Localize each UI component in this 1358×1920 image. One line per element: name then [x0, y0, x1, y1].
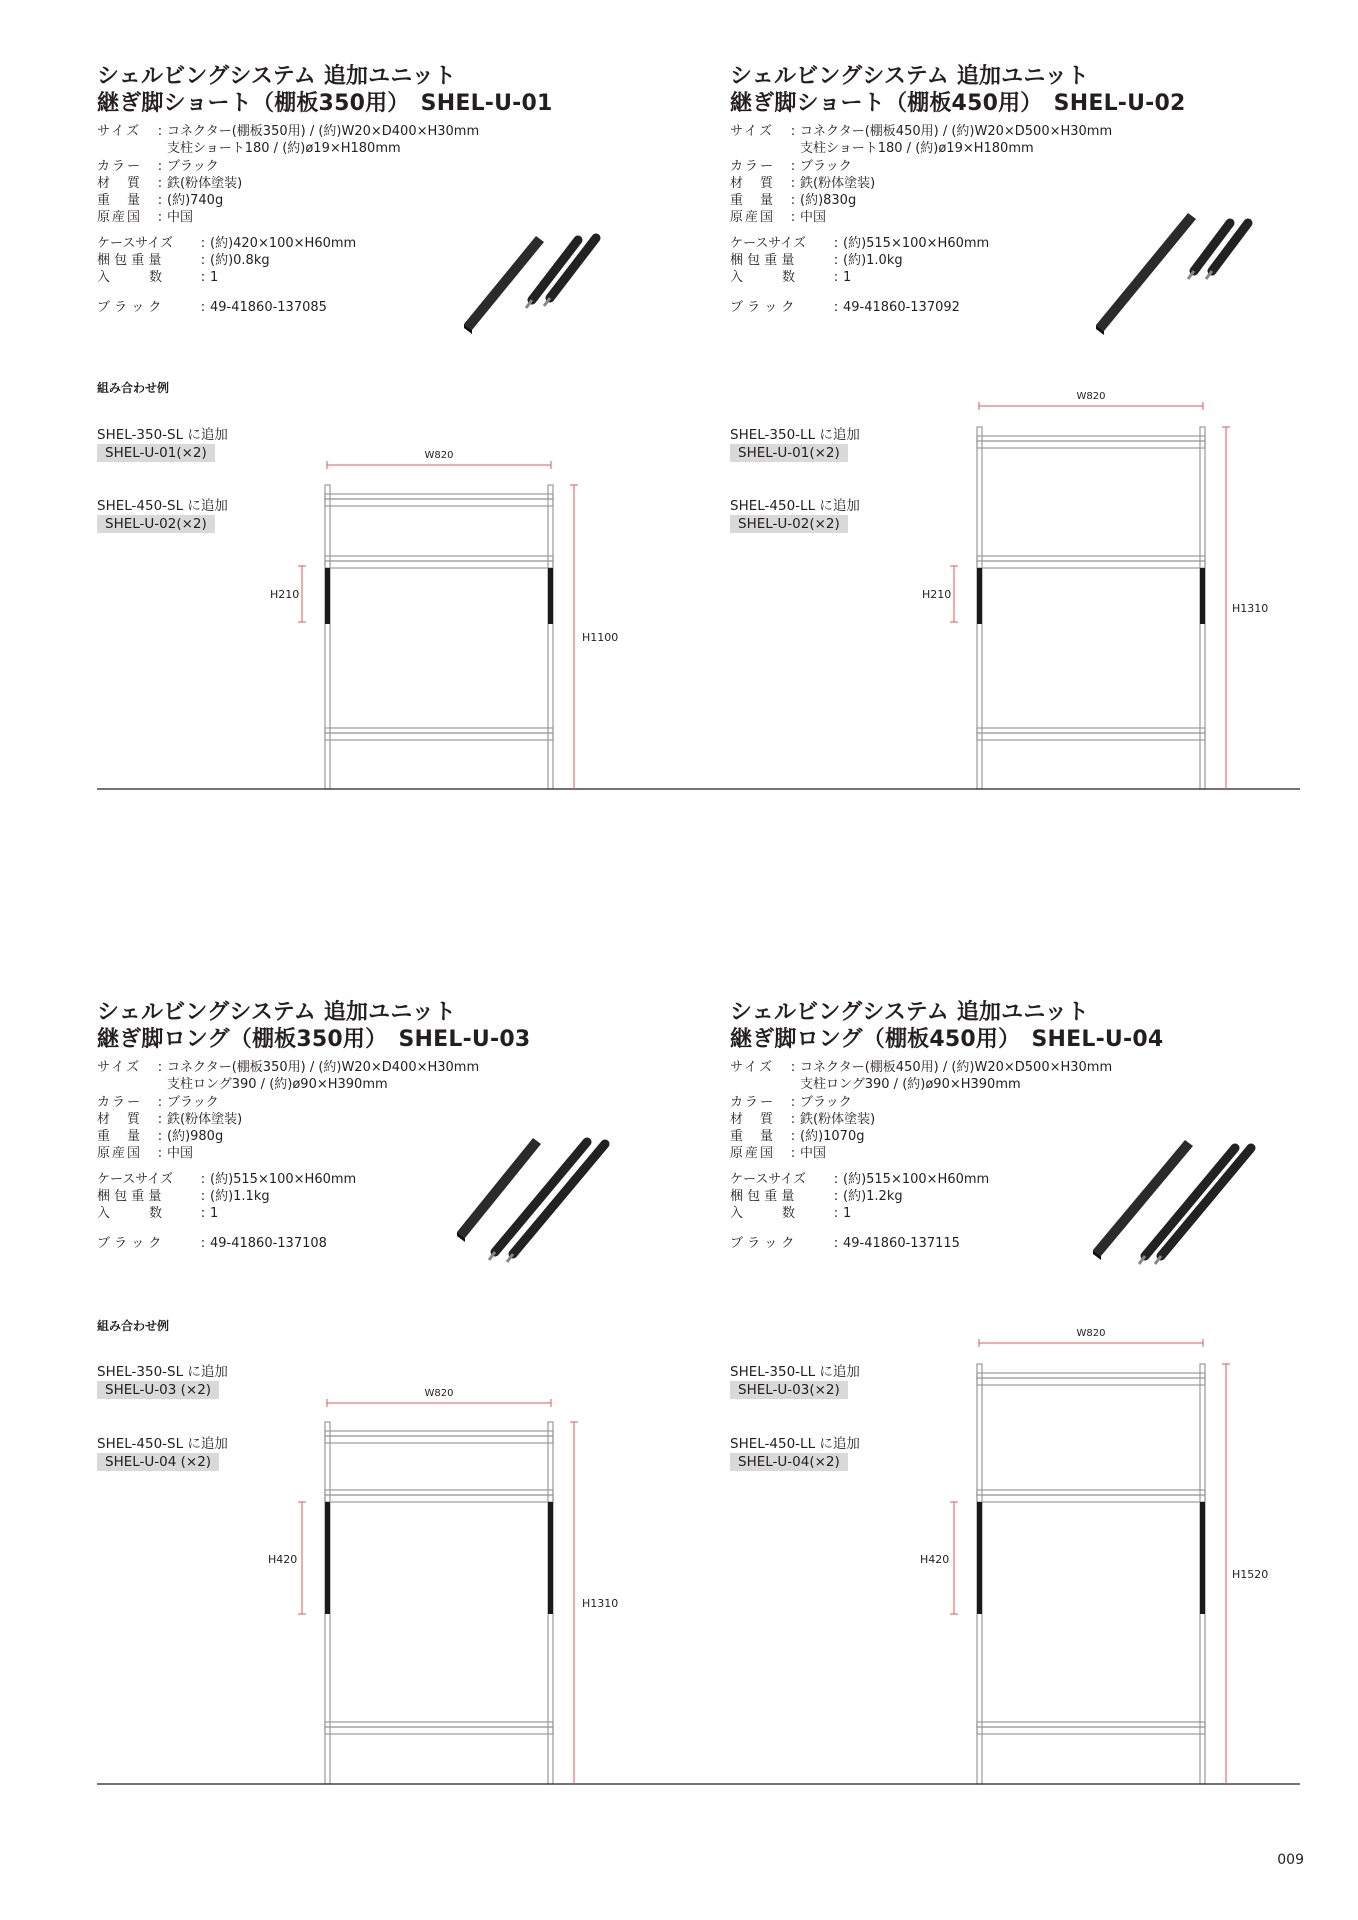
- spec-label-qty: 入 数: [730, 1206, 796, 1222]
- dim-total-height-label: H1310: [582, 1597, 619, 1610]
- spec-label-pack: 梱 包 重 量: [730, 1189, 795, 1205]
- spec-case-size: (約)515×100×H60mm: [843, 235, 990, 251]
- spec-origin: 中国: [800, 210, 827, 226]
- spec-label-qty: 入 数: [97, 270, 163, 286]
- spec-pack-weight: (約)1.0kg: [843, 253, 903, 269]
- spec-size-post: 支柱ロング390 / (約)ø90×H390mm: [800, 1077, 1021, 1093]
- combo-title: SHEL-350-LL に追加: [730, 427, 860, 443]
- spec-label-material: 材 質: [97, 1111, 143, 1127]
- spec-list: サイズ : コネクター(棚板450用) / (約)W20×D500×H30mm 支柱ロング390 / (約)ø90×H390mm カラー : ブラック 材 質 : 鉄(粉体塗装) 重 量 : (約)1070g 原産国 : 中国 ケースサイズ : (約)515×100×H60mm 梱 包 重 量 : (約)1.2kg 入 数 : 1 ブ ラ ッ ク : 49-41860-137115: [730, 1060, 1113, 1251]
- combo-title: SHEL-350-SL に追加: [97, 427, 228, 443]
- product-title-line2: 継ぎ脚ショート（棚板350用） SHEL-U-01: [97, 91, 553, 116]
- spec-qty: 1: [210, 1206, 219, 1222]
- spec-label-jan: ブ ラ ッ ク: [730, 299, 795, 315]
- spec-label-case: ケースサイズ: [97, 1171, 174, 1187]
- spec-case-size: (約)515×100×H60mm: [210, 1171, 357, 1187]
- spec-pack-weight: (約)1.1kg: [210, 1189, 270, 1205]
- spec-qty: 1: [210, 270, 219, 286]
- dim-leg-height-label: H420: [920, 1553, 950, 1566]
- combo-title: SHEL-350-SL に追加: [97, 1364, 228, 1380]
- dim-width-label: W820: [424, 450, 454, 461]
- page-number: 009: [1277, 1852, 1304, 1868]
- spec-list: サイズ : コネクター(棚板450用) / (約)W20×D500×H30mm 支柱ショート180 / (約)ø19×H180mm カラー : ブラック 材 質 : 鉄(粉体塗装) 重 量 : (約)830g 原産国 : 中国 ケースサイズ : (約)515×100×H60mm 梱 包 重 量 : (約)1.0kg 入 数 : 1 ブ ラ ッ ク : 49-41860-137092: [730, 124, 1113, 315]
- spec-label-size: サイズ: [730, 1060, 774, 1075]
- spec-color: ブラック: [800, 1094, 852, 1110]
- spec-color: ブラック: [800, 158, 852, 174]
- dim-leg-height-label: H420: [268, 1553, 298, 1566]
- spec-label-material: 材 質: [97, 175, 143, 191]
- dim-width-label: W820: [424, 1388, 454, 1399]
- spec-label-color: カラー: [730, 158, 776, 174]
- product-title-line1: シェルビングシステム 追加ユニット: [97, 1000, 457, 1025]
- combo-tag: SHEL-U-02(×2): [97, 515, 215, 533]
- spec-material: 鉄(粉体塗装): [167, 175, 243, 191]
- spec-size-connector: コネクター(棚板350用) / (約)W20×D400×H30mm: [167, 1060, 480, 1075]
- product-title-line1: シェルビングシステム 追加ユニット: [730, 1000, 1090, 1025]
- spec-material: 鉄(粉体塗装): [800, 175, 876, 191]
- spec-label-origin: 原産国: [97, 1146, 143, 1162]
- spec-label-qty: 入 数: [730, 270, 796, 286]
- spec-label-color: カラー: [730, 1094, 776, 1110]
- spec-color: ブラック: [167, 158, 219, 174]
- combo-heading: 組み合わせ例: [97, 1319, 170, 1333]
- combo-tag: SHEL-U-04(×2): [730, 1453, 848, 1471]
- combo-title: SHEL-450-LL に追加: [730, 498, 860, 514]
- spec-origin: 中国: [167, 210, 194, 226]
- combo-title: SHEL-350-LL に追加: [730, 1364, 860, 1380]
- spec-label-weight: 重 量: [97, 193, 143, 209]
- spec-case-size: (約)515×100×H60mm: [843, 1171, 990, 1187]
- spec-label-material: 材 質: [730, 175, 776, 191]
- combo-tag: SHEL-U-03(×2): [730, 1381, 848, 1399]
- spec-label-size: サイズ: [97, 124, 141, 139]
- product-title-line2: 継ぎ脚ロング（棚板450用） SHEL-U-04: [730, 1027, 1164, 1052]
- dim-width-label: W820: [1076, 1328, 1106, 1339]
- spec-material: 鉄(粉体塗装): [167, 1111, 243, 1127]
- product-title-line1: シェルビングシステム 追加ユニット: [730, 64, 1090, 89]
- spec-weight: (約)740g: [167, 193, 224, 209]
- spec-label-origin: 原産国: [97, 210, 143, 226]
- spec-size-connector: コネクター(棚板350用) / (約)W20×D400×H30mm: [167, 124, 480, 139]
- spec-label-pack: 梱 包 重 量: [730, 253, 795, 269]
- spec-label-color: カラー: [97, 1094, 143, 1110]
- spec-weight: (約)980g: [167, 1129, 224, 1145]
- added-leg-segments: [325, 568, 1205, 1614]
- spec-label-material: 材 質: [730, 1111, 776, 1127]
- spec-size-connector: コネクター(棚板450用) / (約)W20×D500×H30mm: [800, 124, 1113, 139]
- dim-leg-height-label: H210: [922, 588, 952, 601]
- spec-weight: (約)1070g: [800, 1129, 865, 1145]
- shelf-diagram-4: [977, 1364, 1205, 1784]
- dim-total-height-label: H1100: [582, 631, 619, 644]
- shelf-diagram-1: [325, 485, 553, 789]
- spec-label-jan: ブ ラ ッ ク: [97, 1235, 162, 1251]
- spec-label-jan: ブ ラ ッ ク: [97, 299, 162, 315]
- product-title-line1: シェルビングシステム 追加ユニット: [97, 64, 457, 89]
- dim-leg-height-label: H210: [270, 588, 300, 601]
- spec-size-connector: コネクター(棚板450用) / (約)W20×D500×H30mm: [800, 1060, 1113, 1075]
- spec-color: ブラック: [167, 1094, 219, 1110]
- spec-origin: 中国: [800, 1146, 827, 1162]
- combo-tag: SHEL-U-04 (×2): [97, 1453, 219, 1471]
- spec-size-post: 支柱ショート180 / (約)ø19×H180mm: [800, 141, 1034, 157]
- spec-size-post: 支柱ロング390 / (約)ø90×H390mm: [167, 1077, 388, 1093]
- spec-pack-weight: (約)0.8kg: [210, 253, 270, 269]
- combo-tag: SHEL-U-01(×2): [730, 444, 848, 462]
- spec-origin: 中国: [167, 1146, 194, 1162]
- spec-material: 鉄(粉体塗装): [800, 1111, 876, 1127]
- spec-label-case: ケースサイズ: [730, 1171, 807, 1187]
- product-title-line2: 継ぎ脚ロング（棚板350用） SHEL-U-03: [97, 1027, 531, 1052]
- combo-tag: SHEL-U-01(×2): [97, 444, 215, 462]
- spec-jan: 49-41860-137108: [210, 1235, 327, 1251]
- spec-qty: 1: [843, 1206, 852, 1222]
- spec-label-size: サイズ: [97, 1060, 141, 1075]
- shelf-diagram-2: [977, 427, 1205, 789]
- spec-label-color: カラー: [97, 158, 143, 174]
- spec-case-size: (約)420×100×H60mm: [210, 235, 357, 251]
- spec-label-weight: 重 量: [730, 1129, 776, 1145]
- floor-lines: [97, 789, 1300, 1784]
- spec-label-pack: 梱 包 重 量: [97, 253, 162, 269]
- spec-label-pack: 梱 包 重 量: [97, 1189, 162, 1205]
- dim-total-height-label: H1310: [1232, 602, 1269, 615]
- combo-tag: SHEL-U-02(×2): [730, 515, 848, 533]
- combo-tag: SHEL-U-03 (×2): [97, 1381, 219, 1399]
- dim-total-height-label: H1520: [1232, 1568, 1269, 1581]
- spec-label-weight: 重 量: [730, 193, 776, 209]
- spec-jan: 49-41860-137085: [210, 299, 327, 315]
- spec-jan: 49-41860-137115: [843, 1235, 960, 1251]
- combo-heading: 組み合わせ例: [97, 381, 170, 395]
- combo-title: SHEL-450-LL に追加: [730, 1436, 860, 1452]
- dim-width-label: W820: [1076, 391, 1106, 402]
- spec-label-case: ケースサイズ: [97, 235, 174, 251]
- spec-list: サイズ : コネクター(棚板350用) / (約)W20×D400×H30mm 支柱ショート180 / (約)ø19×H180mm カラー : ブラック 材 質 : 鉄(粉体塗装) 重 量 : (約)740g 原産国 : 中国 ケースサイズ : (約)420×100×H60mm 梱 包 重 量 : (約)0.8kg 入 数 : 1 ブ ラ ッ ク : 49-41860-137085: [97, 124, 480, 315]
- spec-label-qty: 入 数: [97, 1206, 163, 1222]
- combo-title: SHEL-450-SL に追加: [97, 498, 228, 514]
- combo-title: SHEL-450-SL に追加: [97, 1436, 228, 1452]
- spec-size-post: 支柱ショート180 / (約)ø19×H180mm: [167, 141, 401, 157]
- spec-jan: 49-41860-137092: [843, 299, 960, 315]
- spec-label-case: ケースサイズ: [730, 235, 807, 251]
- spec-qty: 1: [843, 270, 852, 286]
- shelf-diagram-3: [325, 1422, 553, 1784]
- product-title-line2: 継ぎ脚ショート（棚板450用） SHEL-U-02: [730, 91, 1186, 116]
- spec-label-size: サイズ: [730, 124, 774, 139]
- spec-pack-weight: (約)1.2kg: [843, 1189, 903, 1205]
- spec-label-weight: 重 量: [97, 1129, 143, 1145]
- spec-label-origin: 原産国: [730, 210, 776, 226]
- spec-list: サイズ : コネクター(棚板350用) / (約)W20×D400×H30mm 支柱ロング390 / (約)ø90×H390mm カラー : ブラック 材 質 : 鉄(粉体塗装) 重 量 : (約)980g 原産国 : 中国 ケースサイズ : (約)515×100×H60mm 梱 包 重 量 : (約)1.1kg 入 数 : 1 ブ ラ ッ ク : 49-41860-137108: [97, 1060, 480, 1251]
- spec-weight: (約)830g: [800, 193, 857, 209]
- dimension-lines: [298, 402, 1230, 1784]
- spec-label-jan: ブ ラ ッ ク: [730, 1235, 795, 1251]
- spec-label-origin: 原産国: [730, 1146, 776, 1162]
